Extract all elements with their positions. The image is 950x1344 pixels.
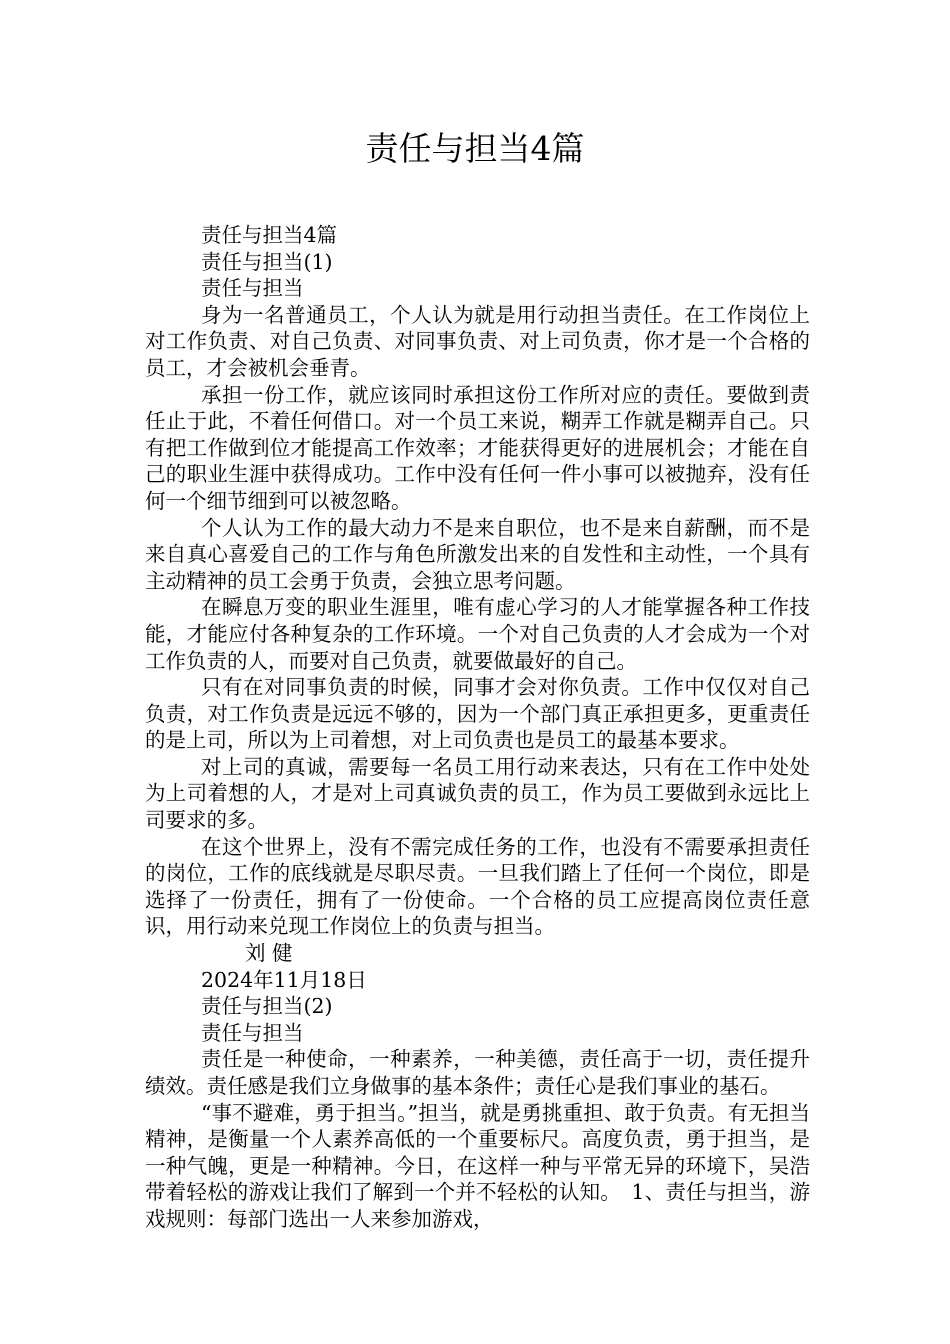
paragraph: 责任是一种使命，一种素养，一种美德，责任高于一切，责任提升绩效。责任感是我们立身做事的基本条件；责任心是我们事业的基石。 <box>145 1047 810 1098</box>
paragraph: 承担一份工作，就应该同时承担这份工作所对应的责任。要做到责任止于此，不着任何借口。对一个员工来说，糊弄工作就是糊弄自己。只有把工作做到位才能提高工作效率；才能获得更好的进展机会；才能在自己的职业生涯中获得成功。工作中没有任何一件小事可以被抛弃，没有任何一个细节细到可以被忽略。 <box>145 382 810 513</box>
document-body <box>145 222 810 1233</box>
paragraph: 对上司的真诚，需要每一名员工用行动来表达，只有在工作中处处为上司着想的人，才是对上司真诚负责的员工，作为员工要做到永远比上司要求的多。 <box>145 754 810 833</box>
paragraph: 只有在对同事负责的时候，同事才会对你负责。工作中仅仅对自己负责，对工作负责是远远不够的，因为一个部门真正承担更多，更重责任的是上司，所以为上司着想，对上司负责也是员工的最基本要求。 <box>145 675 810 753</box>
author-signature: 刘 健 <box>245 941 293 966</box>
paragraph: 责任与担当(1) <box>201 249 333 274</box>
paragraph: 责任与担当 <box>201 276 304 301</box>
paragraph: 在瞬息万变的职业生涯里，唯有虚心学习的人才能掌握各种工作技能，才能应付各种复杂的工作环境。一个对自己负责的人才会成为一个对工作负责的人，而要对自己负责，就要做最好的自己。 <box>145 595 810 673</box>
date-line: 2024年11月18日 <box>201 967 367 992</box>
paragraph: “事不避难，勇于担当。”担当，就是勇挑重担、敢于负责。有无担当精神，是衡量一个人素养高低的一个重要标尺。高度负责，勇于担当，是一种气魄，更是一种精神。今日，在这样一种与平常无异的环境下，吴浩带着轻松的游戏让我们了解到一个并不轻松的认知。 1、责任与担当，游戏规则：每部门选出一人来参加游戏， <box>145 1100 810 1231</box>
paragraph: 个人认为工作的最大动力不是来自职位，也不是来自薪酬，而不是来自真心喜爱自己的工作与角色所激发出来的自发性和主动性，一个具有主动精神的员工会勇于负责，会独立思考问题。 <box>145 515 810 593</box>
paragraph: 责任与担当4篇 <box>201 223 338 247</box>
paragraph: 在这个世界上，没有不需完成任务的工作，也没有不需要承担责任的岗位，工作的底线就是尽职尽责。一旦我们踏上了任何一个岗位，即是选择了一份责任，拥有了一份使命。一个合格的员工应提高岗位责任意识，用行动来兑现工作岗位上的负责与担当。 <box>145 834 810 939</box>
paragraph: 责任与担当(2) <box>201 994 333 1019</box>
document-title: 责任与担当4篇 <box>365 129 585 168</box>
paragraph: 身为一名普通员工，个人认为就是用行动担当责任。在工作岗位上对工作负责、对自己负责、对同事负责、对上司负责，你才是一个合格的员工，才会被机会垂青。 <box>145 302 810 380</box>
paragraph: 责任与担当 <box>201 1020 304 1045</box>
